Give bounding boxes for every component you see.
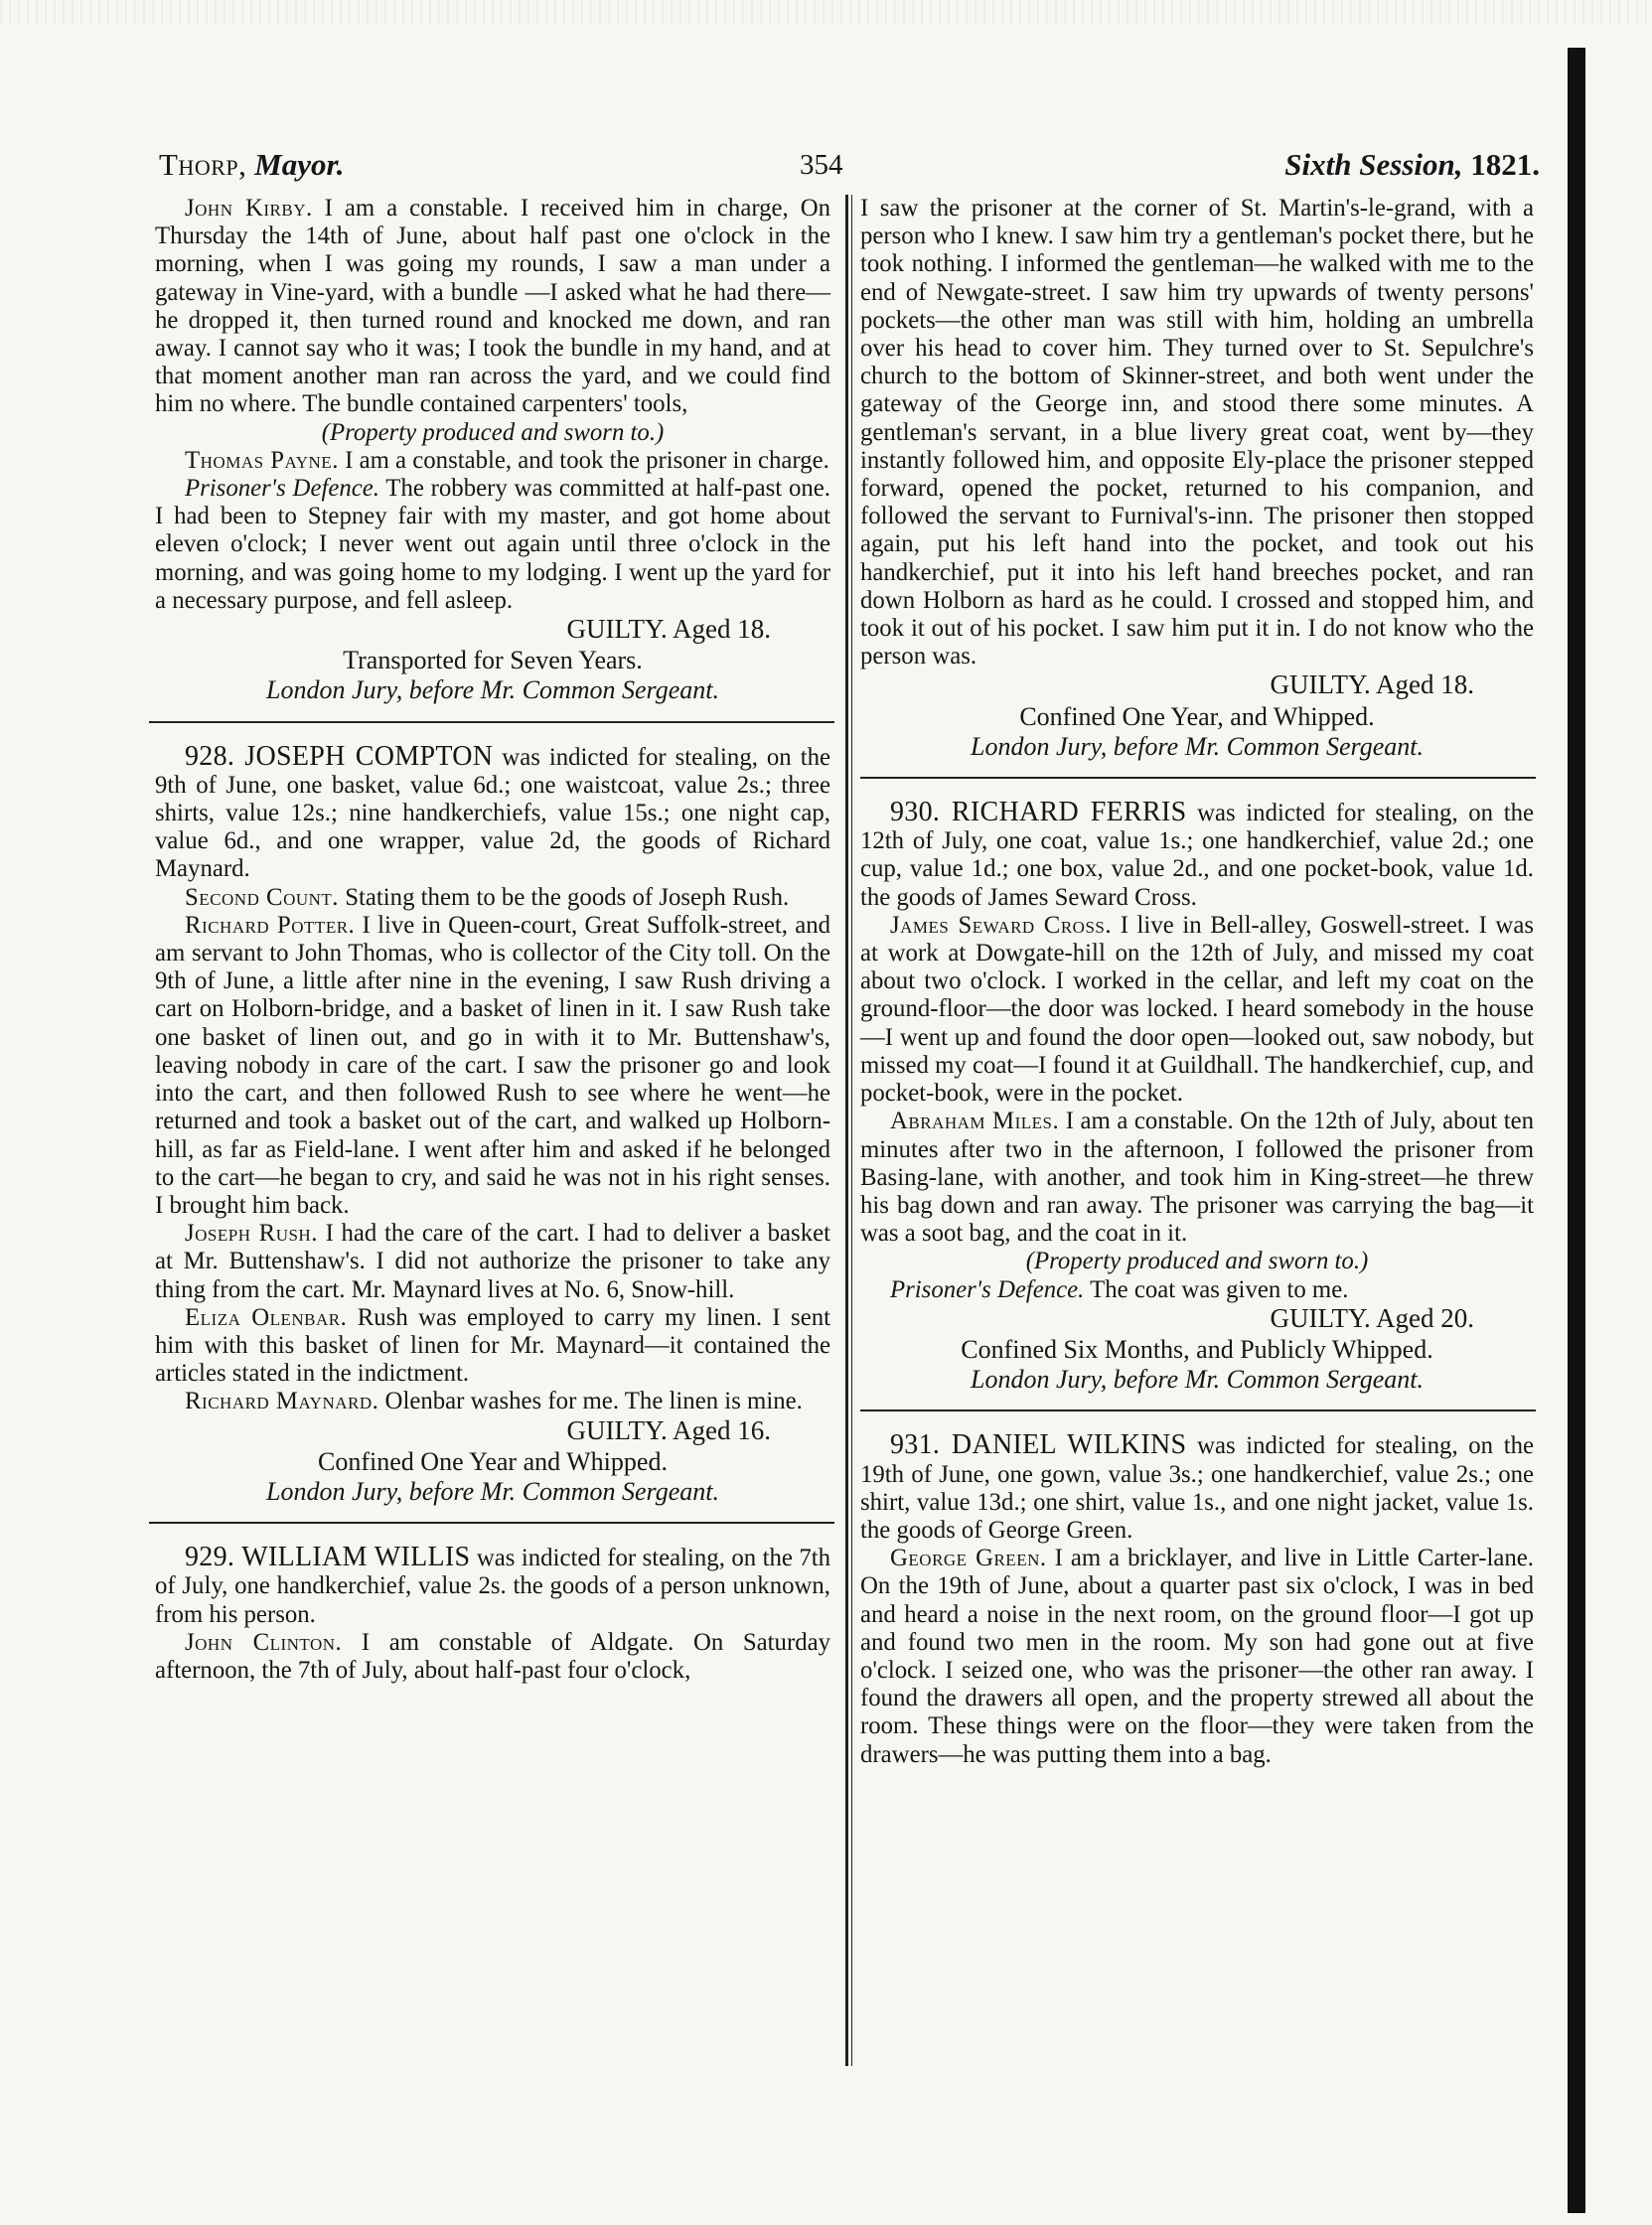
second-count-label: Second Count.: [185, 883, 339, 911]
defence-text: The robbery was committed at half-past one. I had been to Stepney fair with my master, and got home about eleven o'clock; I never went out again until three o'clock in the morning, and was going home to my lodging. I went up the yard for a necessary purpose, and fell asleep.: [155, 475, 830, 614]
sentence: Confined One Year and Whipped.: [318, 1446, 668, 1476]
case-930-indictment: [860, 799, 1534, 912]
session-label: Sixth Session,: [1284, 147, 1463, 182]
second-count-text: Stating them to be the goods of Joseph Rush.: [345, 883, 790, 911]
testimony-potter: [155, 912, 830, 1220]
speaker-name: Thomas Payne.: [185, 446, 339, 474]
speaker-name: John Clinton.: [185, 1628, 343, 1656]
testimony-text: I had the care of the cart. I had to deliver a basket at Mr. Buttenshaw's. I did not authorize the prisoner to take any thing from the cart. Mr. Maynard lives at No. 6, Snow-hill.: [155, 1220, 830, 1303]
testimony-text: I am a bricklayer, and live in Little Carter-lane. On the 19th of June, about a quarter past six o'clock, I was in bed and heard a noise in the next room, on the ground floor—I got up and found two men in the room. My son had gone out at five o'clock. I seized one, who was the prisoner—the other ran away. I found the drawers all open, and the property strewed all about the room. These things were on the floor—they were taken from the drawers—he was putting them into a bag.: [860, 1545, 1534, 1768]
indictment-text: was indicted for stealing, on the 7th of July, one handkerchief, value 2s. the goods of a person unknown, from his person.: [155, 1545, 831, 1628]
testimony-text: I am constable of Aldgate. On Saturday afternoon, the 7th of July, about half-past four o'clock,: [155, 1628, 831, 1684]
verdict: GUILTY. Aged 20.: [1270, 1302, 1474, 1333]
speaker-name: Richard Potter.: [185, 911, 356, 939]
defence-text: The coat was given to me.: [1090, 1275, 1349, 1303]
testimony-text: I am a constable, and took the prisoner in charge.: [345, 446, 829, 474]
case-928-indictment: [155, 740, 830, 884]
testimony-rush: [155, 1220, 830, 1304]
case-heading: 929. WILLIAM WILLIS: [185, 1542, 471, 1573]
case-931-indictment: [860, 1431, 1534, 1545]
verdict: GUILTY. Aged 18.: [566, 614, 771, 645]
speaker-name: Abraham Miles.: [890, 1108, 1060, 1135]
testimony-text: Rush was employed to carry my linen. I sent him with this basket of linen for Mr. Maynard—it contained the articles stated in the indictment.: [155, 1303, 830, 1388]
page-number: 354: [800, 149, 843, 181]
defence-label: Prisoner's Defence.: [890, 1275, 1085, 1303]
speaker-name: George Green.: [890, 1545, 1047, 1572]
verdict: GUILTY. Aged 16.: [566, 1414, 771, 1445]
speaker-name: Eliza Olenbar.: [185, 1303, 348, 1331]
sentence: Transported for Seven Years.: [343, 646, 643, 675]
left-column: [155, 195, 830, 1685]
testimony-cross: [860, 912, 1534, 1108]
testimony-text: I live in Bell-alley, Goswell-street. I was at work at Dowgate-hill on the 12th of July, and missed my coat about two o'clock. I worked in the cellar, and left my coat on the ground-floor—the door was locked. I heard somebody in the house—I went up and found the door open—looked out, saw nobody, but missed my coat—I found it at Guildhall. The handkerchief, cup, and pocket-book, were in the pocket.: [860, 911, 1534, 1108]
testimony-olenbar: [155, 1304, 830, 1389]
speaker-name: Joseph Rush.: [185, 1220, 318, 1248]
indictment-text: was indicted for stealing, on the 9th of June, one basket, value 6d.; one waistcoat, value 2s.; three shirts, value 12s.; nine handkerchiefs, value 15s.; one night cap, value 6d., and one wrapper, value 2d, the goods of Richard Maynard.: [155, 743, 830, 883]
case-929-indictment: [155, 1544, 830, 1629]
testimony-miles: [860, 1108, 1534, 1248]
case-separator: [149, 1522, 834, 1524]
jury-line: London Jury, before Mr. Common Sergeant.: [971, 1365, 1424, 1395]
indictment-text: was indicted for stealing, on the 12th of July, one coat, value 1s.; one handkerchief, value 2d.; one cup, value 1d.; one box, value 2d., and one pocket-book, value 1d. the goods of James Seward Cross.: [860, 800, 1534, 911]
property-note: (Property produced and sworn to.): [1025, 1248, 1369, 1275]
case-heading: 931. DANIEL WILKINS: [890, 1429, 1187, 1461]
mayor-name: Thorp,: [159, 147, 247, 182]
case-heading: 930. RICHARD FERRIS: [890, 797, 1187, 828]
testimony-clinton-continued: I saw the prisoner at the corner of St. Martin's-le-grand, with a person who I knew. I saw him try a gentleman's pocket there, but he took nothing. I informed the gentleman—he walked with me to the end of Newgate-street. I saw him try upwards of twenty persons' pockets—the other man was still with him, holding an umbrella over his head to cover him. They turned over to St. Sepulchre's church to the bottom of Skinner-street, and both went under the gateway of the George inn, and stood there some minutes. A gentleman's servant, in a blue livery great coat, went by—they instantly followed him, and opposite Ely-place the prisoner stepped forward, opened the pocket, returned to his companion, and followed the servant to Furnival's-inn. The prisoner then stopped again, put his left hand into the pocket, and took out his handkerchief, put it into his left hand breeches pocket, and ran down Holborn as hard as he could. I crossed and stopped him, and took it out of his pocket. I saw him put it in. I do not know who the person was.: [860, 195, 1534, 670]
column-divider: [845, 195, 848, 2066]
header-left: [159, 143, 345, 187]
defence-label: Prisoner's Defence.: [185, 475, 379, 503]
case-separator: [860, 1409, 1536, 1411]
testimony-green: [860, 1545, 1534, 1769]
speaker-name: James Seward Cross.: [890, 911, 1113, 939]
right-column: [860, 195, 1534, 1769]
indictment-text: was indicted for stealing, on the 19th of June, one gown, value 3s.; one handkerchief, value 2s.; one shirt, value 13d.; one shirt, value 1s., and one night jacket, value 1s. the goods of George Green.: [860, 1432, 1534, 1544]
sentence: Confined One Year, and Whipped.: [1019, 701, 1375, 731]
page-header: [149, 143, 1540, 187]
speaker-name: Richard Maynard.: [185, 1388, 379, 1415]
sentence: Confined Six Months, and Publicly Whipped.: [961, 1334, 1433, 1364]
property-note: (Property produced and sworn to.): [321, 418, 665, 446]
jury-line: London Jury, before Mr. Common Sergeant.: [266, 1476, 719, 1506]
testimony-clinton: [155, 1629, 830, 1685]
prisoner-defence: [860, 1276, 1534, 1304]
column-divider-secondary: [851, 195, 852, 2066]
header-right: [1284, 143, 1540, 187]
testimony-maynard: [155, 1388, 830, 1415]
scan-edge-bar: [1568, 48, 1585, 2213]
jury-line: London Jury, before Mr. Common Sergeant.: [266, 675, 719, 705]
case-separator: [860, 777, 1536, 779]
testimony-text: I live in Queen-court, Great Suffolk-street, and am servant to John Thomas, who is collector of the City toll. On the 9th of June, a little after nine in the evening, I saw Rush driving a cart on Holborn-bridge, and a basket of linen in it. I saw Rush take one basket of linen out, and go in with it to Mr. Buttenshaw's, leaving nobody in care of the cart. I saw the prisoner go and look into the cart, and then followed Rush to see where he went—he returned and took a basket out of the cart, and walked up Holborn-hill, as far as Field-lane. I went after him and asked if he belonged to the cart—he began to cry, and said he was not in his right senses. I brought him back.: [155, 911, 831, 1219]
speaker-name: John Kirby.: [185, 195, 313, 222]
second-count: [155, 884, 830, 912]
case-separator: [149, 721, 834, 723]
testimony-text: Olenbar washes for me. The linen is mine.: [384, 1388, 803, 1415]
testimony-payne: [155, 447, 830, 475]
session-year: 1821.: [1470, 147, 1540, 182]
testimony-kirby: [155, 195, 830, 419]
testimony-text: I am a constable. On the 12th of July, about ten minutes after two in the afternoon, I followed the prisoner from Basing-lane, with another, and took him in King-street—he threw his bag down and ran away. The prisoner was carrying the bag—it was a soot bag, and the coat in it.: [860, 1108, 1534, 1248]
prisoner-defence: [155, 475, 830, 615]
mayor-title: Mayor.: [254, 147, 345, 182]
testimony-text: I am a constable. I received him in charge, On Thursday the 14th of June, about half past one o'clock in the morning, when I was going my rounds, I saw a man under a gateway in Vine-yard, with a bundle —I asked what he had there—he dropped it, then turned round and knocked me down, and ran away. I cannot say who it was; I took the bundle in my hand, and at that moment another man ran across the yard, and we could find him no where. The bundle contained carpenters' tools,: [155, 195, 831, 418]
case-heading: 928. JOSEPH COMPTON: [185, 740, 494, 772]
scan-speckle: [0, 0, 1652, 26]
verdict: GUILTY. Aged 18.: [1270, 669, 1474, 700]
jury-line: London Jury, before Mr. Common Sergeant.: [971, 731, 1424, 761]
